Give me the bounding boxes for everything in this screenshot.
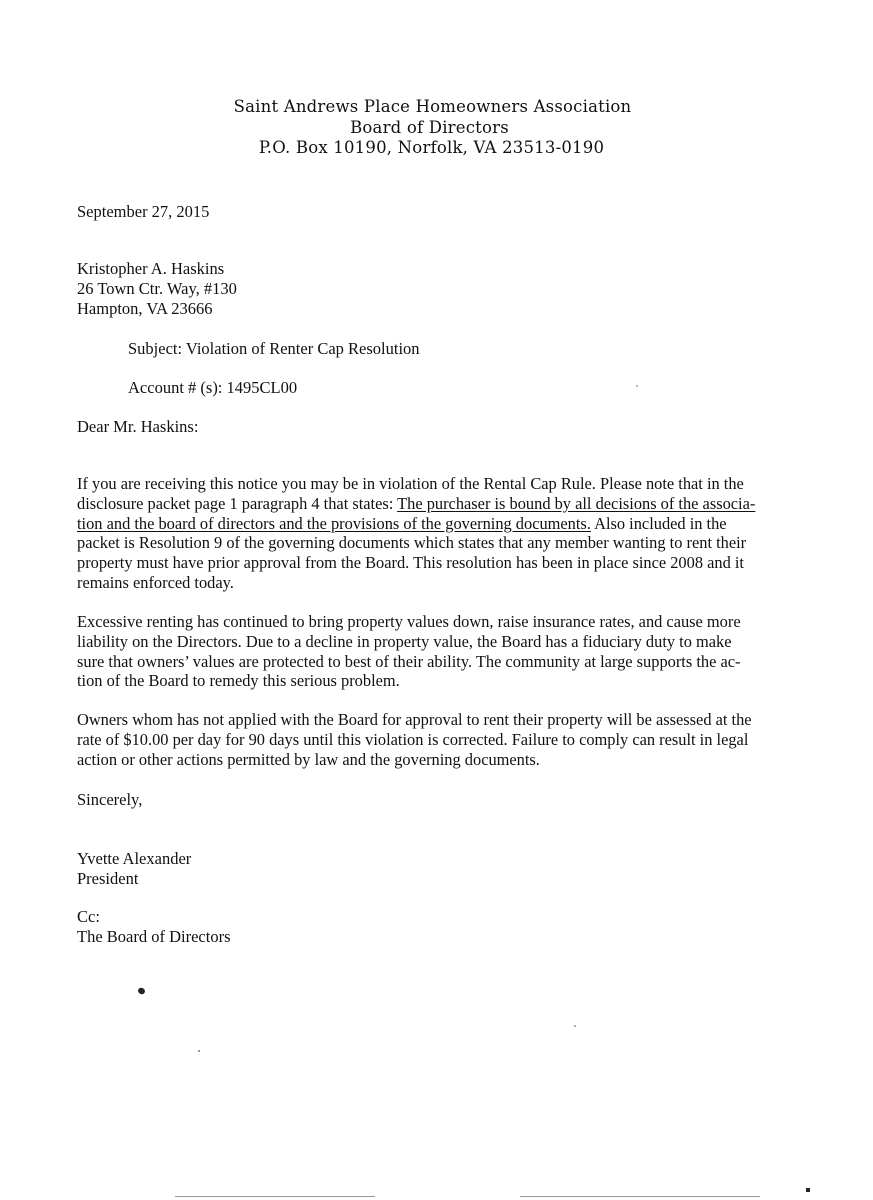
paragraph-line: Owners whom has not applied with the Board for approval to rent their property will be assessed at the [77, 710, 752, 729]
scan-line [520, 1196, 760, 1197]
scan-speck [198, 1050, 200, 1052]
paragraph-line: sure that owners’ values are protected to best of their ability. The community at large supports the ac- [77, 651, 741, 671]
letterhead [0, 97, 873, 159]
recipient-city: Hampton, VA 23666 [77, 299, 213, 318]
account-number: Account # (s): 1495CL00 [128, 378, 298, 397]
paragraph-line: If you are receiving this notice you may be in violation of the Rental Cap Rule. Please note that in the [77, 474, 744, 493]
recipient-address-block [77, 259, 237, 319]
paragraph-line: property must have prior approval from the Board. This resolution has been in place since 2008 and it [77, 553, 744, 573]
letter-date: September 27, 2015 [77, 202, 210, 221]
scan-speck [636, 385, 638, 387]
scan-line [175, 1196, 375, 1197]
scan-speck [806, 1188, 810, 1192]
cc-block [77, 907, 231, 947]
paragraph-line: remains enforced today. [77, 572, 234, 592]
paragraph-excessive-renting [77, 612, 789, 691]
paragraph-line: Excessive renting has continued to bring property values down, raise insurance rates, and cause more [77, 612, 741, 631]
scan-speck [574, 1025, 576, 1027]
paragraph-line: liability on the Directors. Due to a decline in property value, the Board has a fiduciary duty to make [77, 631, 732, 651]
paragraph-line: action or other actions permitted by law and the governing documents. [77, 749, 540, 769]
paragraph-line: tion of the Board to remedy this serious problem. [77, 671, 400, 691]
recipient-name: Kristopher A. Haskins [77, 259, 225, 278]
underlined-quote: The purchaser is bound by all decisions of the associa- [397, 493, 756, 513]
subject-line: Subject: Violation of Renter Cap Resolution [128, 339, 420, 358]
board-name: Board of Directors [350, 117, 509, 137]
salutation: Dear Mr. Haskins: [77, 417, 199, 436]
organization-address: P.O. Box 10190, Norfolk, VA 23513-0190 [258, 138, 605, 157]
organization-name: Saint Andrews Place Homeowners Association [233, 97, 632, 116]
closing: Sincerely, [77, 790, 143, 809]
signature-block [77, 849, 191, 889]
signer-title: President [77, 869, 139, 888]
cc-label: Cc: [77, 907, 100, 926]
paragraph-line: packet is Resolution 9 of the governing documents which states that any member wanting to rent their [77, 533, 747, 553]
underlined-quote: tion and the board of directors and the provisions of the governing documents. [77, 513, 591, 533]
scan-speck [137, 987, 146, 996]
paragraph-text: Also included in the [590, 513, 727, 533]
paragraph-line [77, 514, 789, 534]
cc-recipient: The Board of Directors [77, 927, 231, 946]
recipient-street: 26 Town Ctr. Way, #130 [77, 279, 237, 298]
signer-name: Yvette Alexander [77, 849, 192, 868]
paragraph-assessment [77, 710, 789, 769]
paragraph-text: disclosure packet page 1 paragraph 4 that states: [77, 493, 398, 513]
paragraph-line [77, 494, 789, 514]
paragraph-rental-cap-notice [77, 474, 789, 593]
paragraph-line: rate of $10.00 per day for 90 days until this violation is corrected. Failure to comply can result in legal [77, 729, 749, 749]
